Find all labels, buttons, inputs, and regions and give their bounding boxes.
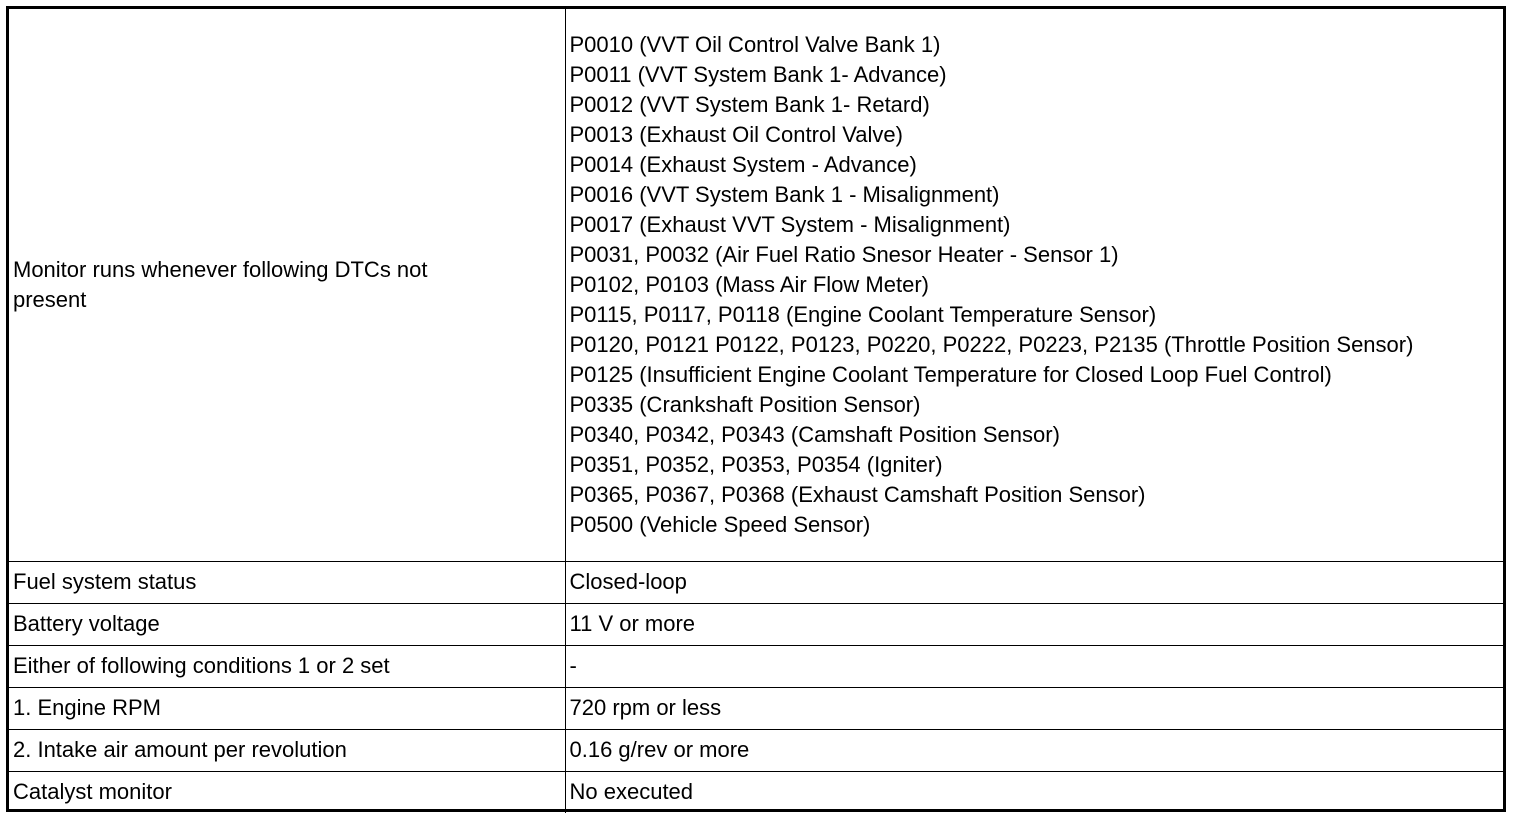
dtc-item: P0012 (VVT System Bank 1- Retard)	[569, 91, 930, 117]
condition-value: 0.16 g/rev or more	[565, 729, 1503, 771]
condition-label: Either of following conditions 1 or 2 set	[9, 645, 565, 687]
dtc-condition-label-cell	[9, 9, 565, 561]
table-row	[9, 603, 1503, 645]
dtc-item: P0102, P0103 (Mass Air Flow Meter)	[569, 271, 929, 297]
dtc-item: P0351, P0352, P0353, P0354 (Igniter)	[569, 451, 943, 477]
condition-value: Closed-loop	[565, 561, 1503, 603]
table-row	[9, 645, 1503, 687]
dtc-condition-label: Monitor runs whenever following DTCs not present	[13, 256, 428, 312]
table-row	[9, 729, 1503, 771]
dtc-item: P0031, P0032 (Air Fuel Ratio Snesor Heater - Sensor 1)	[569, 241, 1119, 267]
table-row	[9, 561, 1503, 603]
dtc-item: P0340, P0342, P0343 (Camshaft Position Sensor)	[569, 421, 1060, 447]
conditions-table	[9, 9, 1503, 813]
condition-value: 720 rpm or less	[565, 687, 1503, 729]
condition-label: Catalyst monitor	[9, 771, 565, 813]
table-row	[9, 687, 1503, 729]
dtc-item: P0011 (VVT System Bank 1- Advance)	[569, 61, 947, 87]
dtc-item: P0365, P0367, P0368 (Exhaust Camshaft Position Sensor)	[569, 481, 1146, 507]
condition-value: 11 V or more	[565, 603, 1503, 645]
table-row	[9, 771, 1503, 813]
dtc-item: P0120, P0121 P0122, P0123, P0220, P0222, P0223, P2135 (Throttle Position Sensor)	[569, 331, 1414, 357]
condition-value: -	[565, 645, 1503, 687]
dtc-item: P0125 (Insufficient Engine Coolant Temperature for Closed Loop Fuel Control)	[569, 361, 1332, 387]
dtc-item: P0016 (VVT System Bank 1 - Misalignment)	[569, 181, 1000, 207]
condition-label: Fuel system status	[9, 561, 565, 603]
condition-label: Battery voltage	[9, 603, 565, 645]
condition-label: 2. Intake air amount per revolution	[9, 729, 565, 771]
dtc-list	[570, 30, 1504, 540]
conditions-table-frame	[6, 6, 1506, 812]
table-row-dtc	[9, 9, 1503, 561]
dtc-list-cell	[565, 9, 1503, 561]
dtc-item: P0013 (Exhaust Oil Control Valve)	[569, 121, 903, 147]
dtc-item: P0010 (VVT Oil Control Valve Bank 1)	[569, 31, 941, 57]
condition-value: No executed	[565, 771, 1503, 813]
dtc-item: P0014 (Exhaust System - Advance)	[569, 151, 917, 177]
dtc-item: P0017 (Exhaust VVT System - Misalignment)	[569, 211, 1011, 237]
condition-label: 1. Engine RPM	[9, 687, 565, 729]
dtc-item: P0500 (Vehicle Speed Sensor)	[569, 511, 871, 537]
dtc-item: P0115, P0117, P0118 (Engine Coolant Temperature Sensor)	[569, 301, 1157, 327]
dtc-item: P0335 (Crankshaft Position Sensor)	[569, 391, 921, 417]
